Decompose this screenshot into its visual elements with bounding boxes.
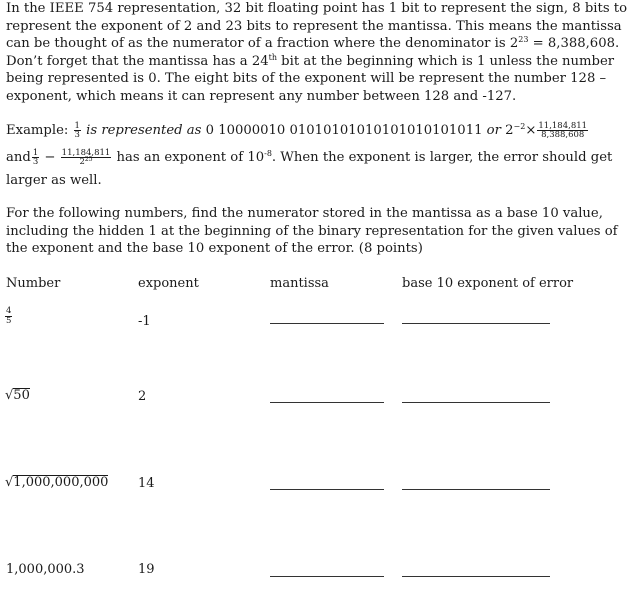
intro-line-1: In the IEEE 754 representation, 32 bit floating point has 1 bit to represent the sign, 8 bits to: [6, 1, 627, 16]
header-mantissa: mantissa: [270, 276, 329, 291]
instructions-line-1: For the following numbers, find the numerator stored in the mantissa as a base 10 value,: [6, 206, 603, 221]
example-minus: −: [40, 150, 60, 165]
frac-den-base: 2: [79, 157, 85, 167]
table-row-3-number: [5, 475, 108, 490]
header-number: Number: [6, 276, 61, 291]
intro-line-4-end: bit at the beginning which is 1 unless the number: [276, 53, 615, 69]
instructions-paragraph: [6, 205, 618, 258]
example-bits: 0 10000010 01010101010101010101011: [205, 123, 483, 138]
intro-paragraph: [6, 0, 627, 106]
example-line-2: [6, 147, 613, 169]
intro-line-4: [6, 52, 615, 71]
intro-line-3: [6, 35, 620, 53]
table-row-1-error-blank[interactable]: [402, 323, 550, 324]
example-lead: Example:: [6, 123, 73, 138]
example-fraction-one-third: [74, 122, 81, 140]
table-row-3-exponent: 14: [138, 476, 155, 491]
intro-line-4-sup: th: [268, 52, 277, 62]
sqrt-expression: [5, 475, 108, 490]
example-pow-exp: −2: [513, 122, 526, 131]
intro-line-3-sup: 23: [518, 35, 529, 45]
example-line-3: [6, 172, 604, 190]
sqrt-radicand: 50: [13, 388, 30, 403]
frac-numerator: 1: [32, 147, 39, 158]
example-line-1: [6, 120, 604, 142]
example-fraction-error: [61, 149, 112, 167]
frac-den-exp: 25: [84, 156, 93, 163]
frac-denominator: [61, 157, 112, 167]
table-row-4-mantissa-blank[interactable]: [270, 576, 384, 577]
frac-denominator: 5: [6, 315, 12, 326]
sqrt-expression: [5, 388, 30, 403]
frac-denominator: 8,388,608: [537, 130, 588, 140]
table-row-2-exponent: 2: [138, 389, 147, 404]
example-rest-sup: -8: [264, 149, 272, 158]
sqrt-radicand: 1,000,000,000: [13, 475, 109, 490]
frac-numerator: 11,184,811: [61, 147, 111, 158]
header-exponent: exponent: [138, 276, 199, 291]
table-row-2-error-blank[interactable]: [402, 402, 550, 403]
table-row-3-error-blank[interactable]: [402, 489, 550, 490]
example-rest-b: . When the exponent is larger, the error should get: [271, 150, 613, 165]
instructions-line-3: the exponent and the base 10 exponent of the error. (8 points): [6, 241, 423, 257]
table-row-1-exponent: -1: [138, 314, 151, 329]
intro-line-3-end: = 8,388,608.: [528, 36, 620, 52]
intro-line-6: exponent, which means it can represent any number between 128 and -127.: [6, 88, 517, 104]
frac-numerator: 4: [6, 306, 12, 316]
example-and: and: [6, 150, 31, 165]
table-row-4-number: 1,000,000.3: [6, 562, 85, 577]
example-represented-as: is represented as: [81, 123, 206, 138]
example-rest-a: has an exponent of 10: [112, 150, 265, 165]
table-row-4-exponent: 19: [138, 562, 155, 577]
intro-line-3-text: can be thought of as the numerator of a fraction where the denominator is 2: [6, 36, 519, 52]
table-row-2-number: [5, 388, 30, 403]
example-fraction-one-third-b: [32, 149, 39, 167]
table-row-1-number: [4, 307, 13, 325]
instructions-line-2: including the hidden 1 at the beginning of the binary representation for the given values of: [6, 223, 618, 239]
table-row-1-mantissa-blank[interactable]: [270, 323, 384, 324]
header-error-exponent: base 10 exponent of error: [402, 276, 574, 291]
row-fraction: [5, 307, 12, 325]
example-pow-base: 2: [505, 123, 514, 138]
table-row-2-mantissa-blank[interactable]: [270, 402, 384, 403]
example-rest-c: larger as well.: [6, 173, 102, 188]
example-times: ×: [525, 123, 537, 138]
intro-line-2: represent the exponent of 2 and 23 bits to represent the mantissa. This means the mantissa: [6, 18, 622, 34]
intro-line-4-text: Don’t forget that the mantissa has a 24: [6, 53, 269, 69]
frac-numerator: 11,184,811: [538, 120, 588, 131]
example-or: or: [482, 123, 506, 138]
table-row-4-error-blank[interactable]: [402, 576, 550, 577]
table-row-3-mantissa-blank[interactable]: [270, 489, 384, 490]
frac-denominator: 3: [74, 130, 80, 140]
sqrt-symbol: √: [5, 388, 14, 403]
sqrt-symbol: √: [5, 475, 14, 490]
intro-line-5: being represented is 0. The eight bits of the exponent will be represent the number 128 –: [6, 71, 607, 87]
frac-numerator: 1: [74, 120, 80, 131]
example-fraction-mantissa: [537, 122, 588, 140]
frac-denominator: 3: [32, 157, 39, 167]
